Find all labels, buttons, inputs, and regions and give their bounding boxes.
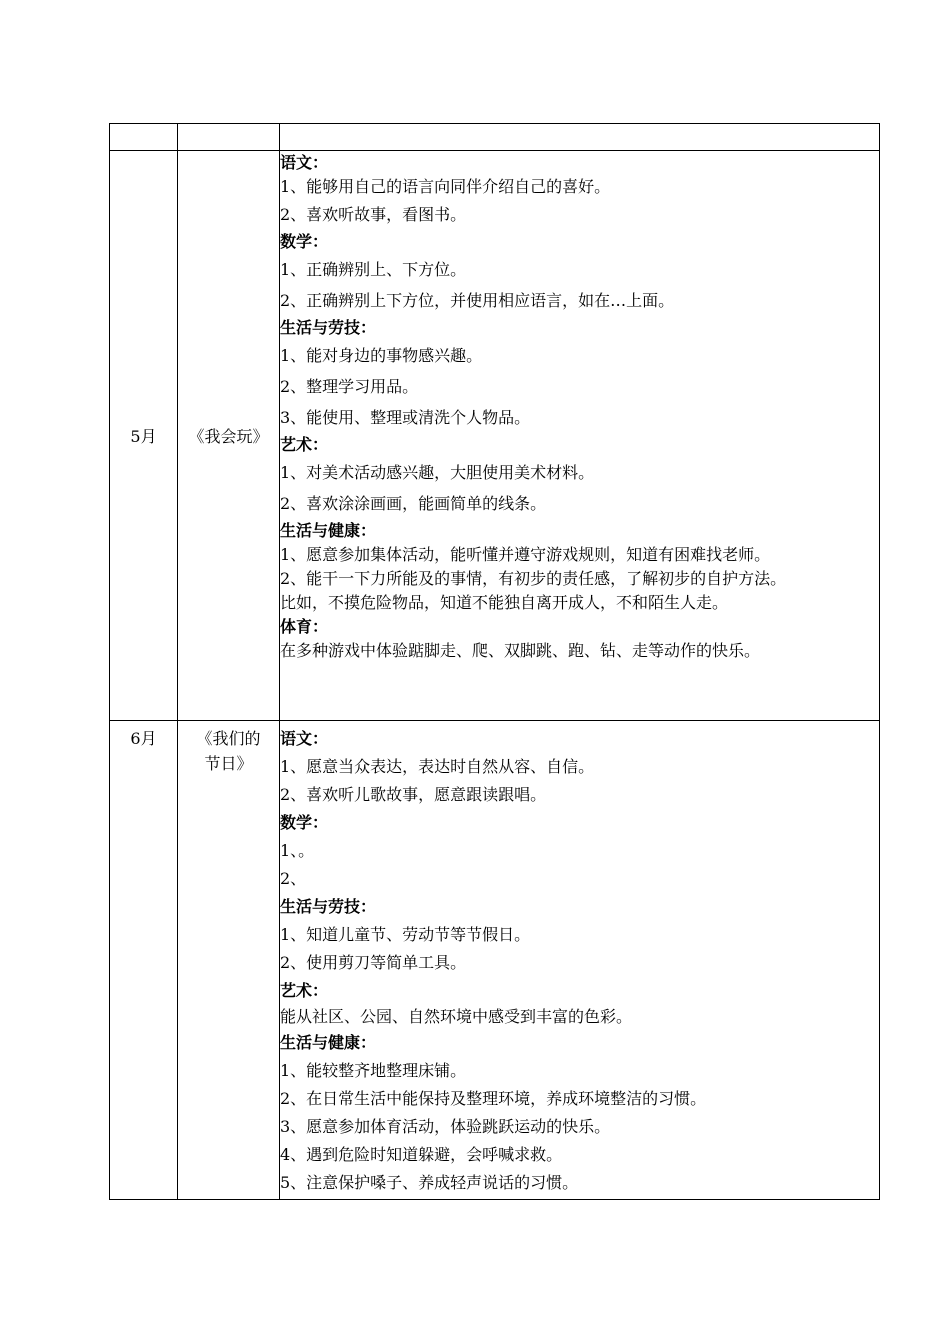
subject-heading: 生活与健康： (280, 1033, 377, 1052)
subject-heading: 艺术： (280, 435, 329, 454)
subject-heading: 生活与劳技： (280, 897, 377, 916)
list-item: 1、知道儿童节、劳动节等节假日。 (280, 925, 531, 944)
list-item: 2、使用剪刀等简单工具。 (280, 953, 467, 972)
list-item: 1、能较整齐地整理床铺。 (280, 1061, 467, 1080)
list-item: 1、能对身边的事物感兴趣。 (280, 346, 483, 365)
list-item: 2、喜欢听故事，看图书。 (280, 205, 467, 224)
header-cell-theme (178, 124, 280, 151)
subject-heading: 语文： (280, 153, 329, 172)
list-item: 3、能使用、整理或清洗个人物品。 (280, 408, 531, 427)
subject-heading: 体育： (280, 617, 329, 636)
list-item: 3、愿意参加体育活动，体验跳跃运动的快乐。 (280, 1117, 611, 1136)
subject-heading: 语文： (280, 729, 329, 748)
list-item: 2、能干一下力所能及的事情，有初步的责任感，了解初步的自护方法。 (280, 569, 787, 588)
goals-cell (280, 151, 880, 721)
subject-heading: 数学： (280, 232, 329, 251)
list-item: 1、愿意参加集体活动，能听懂并遵守游戏规则，知道有困难找老师。 (280, 545, 771, 564)
list-item: 在多种游戏中体验踮脚走、爬、双脚跳、跑、钻、走等动作的快乐。 (280, 641, 761, 660)
theme-line: 《我们的 (196, 729, 261, 748)
list-item: 1、正确辨别上、下方位。 (280, 260, 467, 279)
list-item: 比如，不摸危险物品，知道不能独自离开成人，不和陌生人走。 (280, 593, 729, 612)
goals-cell (280, 721, 880, 1200)
list-item: 1、愿意当众表达，表达时自然从容、自信。 (280, 757, 595, 776)
header-cell-goals (280, 124, 880, 151)
subject-heading: 生活与劳技： (280, 318, 377, 337)
list-item: 2、喜欢涂涂画画，能画简单的线条。 (280, 494, 547, 513)
list-item: 5、注意保护嗓子、养成轻声说话的习惯。 (280, 1173, 579, 1192)
list-item: 2、喜欢听儿歌故事，愿意跟读跟唱。 (280, 785, 547, 804)
table-row-may (110, 151, 880, 721)
list-item: 能从社区、公园、自然环境中感受到丰富的色彩。 (280, 1007, 633, 1026)
month-cell: 6月 (110, 721, 178, 1200)
theme-cell: 《我会玩》 (178, 151, 280, 721)
month-cell: 5月 (110, 151, 178, 721)
list-item: 1、。 (280, 841, 315, 860)
list-item: 4、遇到危险时知道躲避，会呼喊求救。 (280, 1145, 563, 1164)
list-item: 2、正确辨别上下方位，并使用相应语言，如在…上面。 (280, 291, 675, 310)
subject-heading: 数学： (280, 813, 329, 832)
list-item: 2、 (280, 869, 307, 888)
list-item: 1、能够用自己的语言向同伴介绍自己的喜好。 (280, 177, 611, 196)
list-item: 2、在日常生活中能保持及整理环境，养成环境整洁的习惯。 (280, 1089, 707, 1108)
header-cell-month (110, 124, 178, 151)
list-item: 1、对美术活动感兴趣，大胆使用美术材料。 (280, 463, 595, 482)
theme-cell (178, 721, 280, 1200)
subject-heading: 艺术： (280, 981, 329, 1000)
list-item: 2、整理学习用品。 (280, 377, 419, 396)
subject-heading: 生活与健康： (280, 521, 377, 540)
header-row (110, 124, 880, 151)
theme-line: 节日》 (204, 754, 253, 773)
table-row-june (110, 721, 880, 1200)
plan-table (109, 123, 880, 1200)
